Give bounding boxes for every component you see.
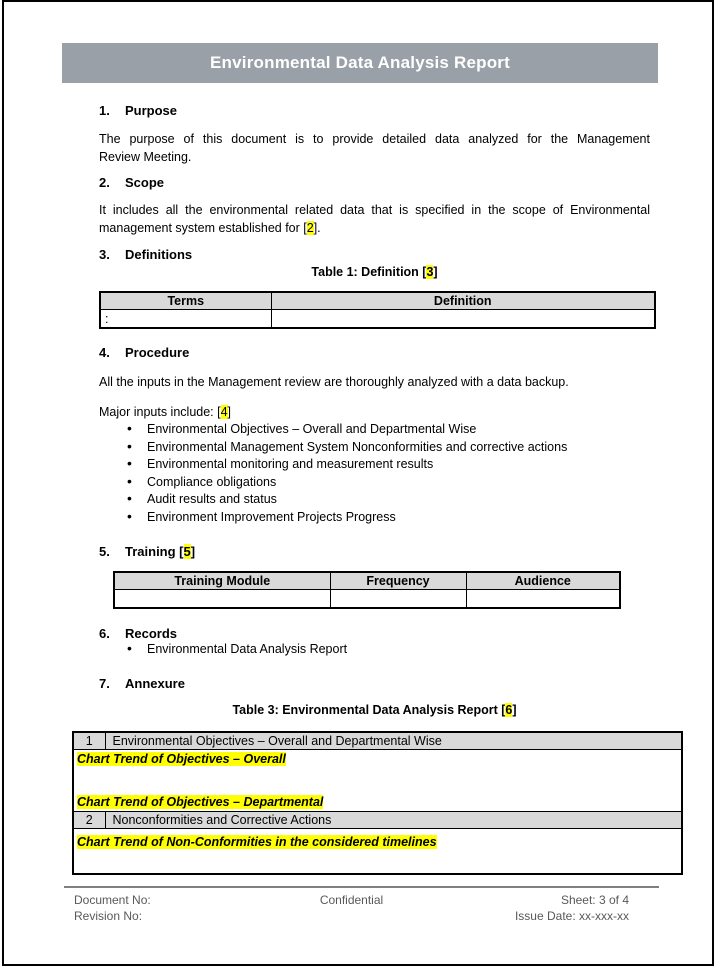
- list-item: • Environmental Data Analysis Report: [127, 641, 647, 659]
- section-label: [125, 544, 195, 559]
- records-list: [127, 641, 647, 659]
- purpose-line2: Review Meeting.: [99, 149, 192, 164]
- column-header-training-module: Training Module: [114, 572, 330, 590]
- list-item: • Environmental monitoring and measurement results: [127, 456, 647, 474]
- definitions-table: [99, 291, 656, 329]
- section-label: Procedure: [125, 345, 190, 360]
- footer-sheet: Sheet: 3 of 4: [560, 892, 629, 907]
- table1-caption: [99, 265, 650, 280]
- annex-body-row: [73, 828, 682, 874]
- annex-body-row: [73, 749, 682, 811]
- section-number: 5.: [99, 544, 110, 559]
- section-heading-procedure: [99, 345, 712, 360]
- annex-row-header: [73, 732, 682, 750]
- caption-text: Table 1: Definition [: [311, 265, 427, 279]
- table3-caption: [99, 703, 650, 718]
- training-ref-after: ]: [190, 544, 196, 559]
- column-header-frequency: Frequency: [330, 572, 466, 590]
- ref-highlight: 2: [306, 220, 314, 235]
- caption-text: Table 3: Environmental Data Analysis Report [: [232, 702, 506, 717]
- caption-text: ]: [512, 702, 517, 717]
- chart-note-text: Chart Trend of Objectives – Overall: [77, 751, 286, 766]
- major-inputs-after: ]: [227, 404, 232, 419]
- annex-row-number: 2: [73, 811, 105, 828]
- list-item: • Compliance obligations: [127, 474, 647, 492]
- document-page: [2, 0, 714, 966]
- list-item: • Environmental Objectives – Overall and Departmental Wise: [127, 421, 647, 439]
- section-heading-annexure: [99, 676, 712, 691]
- major-inputs-list: [127, 421, 647, 526]
- section-heading-definitions: [99, 247, 712, 262]
- ref-highlight: 6: [505, 702, 513, 717]
- footer-confidential: Confidential: [319, 892, 384, 907]
- section-number: 3.: [99, 247, 110, 262]
- footer-document-no: Document No:: [74, 892, 151, 907]
- section-number: 2.: [99, 175, 110, 190]
- caption-text: ]: [433, 265, 438, 279]
- purpose-line1: The purpose of this document is to provide detailed data analyzed for the Management: [99, 132, 650, 146]
- title-bar: [62, 43, 658, 83]
- column-header-definition: Definition: [271, 292, 655, 310]
- annex-row-title: Nonconformities and Corrective Actions: [105, 811, 682, 828]
- list-item: • Environment Improvement Projects Progress: [127, 509, 647, 527]
- section-number: 1.: [99, 103, 110, 118]
- section-number: 6.: [99, 626, 110, 641]
- section-label: Annexure: [125, 675, 185, 691]
- annex-row-title: Environmental Objectives – Overall and Departmental Wise: [105, 732, 682, 750]
- training-ref-before: [: [175, 544, 184, 559]
- table-cell-terms: :: [100, 310, 271, 329]
- ref-highlight: 3: [426, 265, 434, 279]
- annex-row-number: 1: [73, 732, 105, 750]
- column-header-audience: Audience: [466, 572, 620, 590]
- footer-empty: [259, 908, 444, 924]
- procedure-text: All the inputs in the Management review are thoroughly analyzed with a data backup.: [99, 375, 569, 389]
- scope-line1: It includes all the environmental related data that is specified in the scope of Environmental: [99, 203, 650, 217]
- column-header-terms: Terms: [100, 292, 271, 310]
- footer-issue-date: Issue Date: xx-xxx-xx: [514, 908, 629, 923]
- training-table: [113, 571, 621, 609]
- table-cell: [330, 590, 466, 609]
- annexure-table: [72, 731, 683, 875]
- annex-note-cell: [73, 828, 682, 874]
- major-inputs-before: Major inputs include: [: [99, 404, 221, 419]
- purpose-text: [99, 131, 650, 166]
- scope-text: [99, 202, 650, 237]
- table-cell: [466, 590, 620, 609]
- table-cell-definition: [271, 310, 655, 329]
- annex-note-cell: [73, 749, 682, 811]
- section-label: Definitions: [125, 247, 193, 262]
- annex-row-header: [73, 811, 682, 828]
- ref-highlight: 5: [183, 544, 191, 559]
- scope-line2: [99, 220, 650, 238]
- list-item: • Audit results and status: [127, 491, 647, 509]
- list-item: • Environmental Management System Nonconformities and corrective actions: [127, 439, 647, 457]
- section-heading-scope: [99, 175, 712, 190]
- chart-note: [77, 795, 677, 810]
- table-cell: [114, 590, 330, 609]
- page-footer: [64, 886, 659, 924]
- ref-highlight: 4: [220, 404, 228, 419]
- section-label: Scope: [125, 175, 165, 190]
- training-label: Training: [125, 544, 176, 559]
- document-title: Environmental Data Analysis Report: [210, 53, 510, 72]
- section-label: Records: [125, 626, 178, 641]
- major-inputs-line: [99, 404, 650, 422]
- section-label: Purpose: [125, 103, 178, 118]
- section-heading-training: [99, 544, 712, 559]
- chart-note-text: Chart Trend of Non-Conformities in the considered timelines: [77, 834, 437, 849]
- section-heading-purpose: [99, 103, 712, 118]
- section-heading-records: [99, 626, 712, 641]
- footer-revision-no: Revision No:: [74, 908, 143, 923]
- table-row: [100, 310, 655, 329]
- section-number: 7.: [99, 675, 110, 691]
- section-number: 4.: [99, 345, 110, 360]
- scope-line2-before: management system established for [: [99, 220, 307, 235]
- table-row: [114, 590, 620, 609]
- scope-line2-after: ].: [313, 220, 321, 235]
- chart-note: [77, 752, 677, 767]
- chart-note: [77, 835, 677, 850]
- chart-note-text: Chart Trend of Objectives – Departmental: [77, 794, 324, 809]
